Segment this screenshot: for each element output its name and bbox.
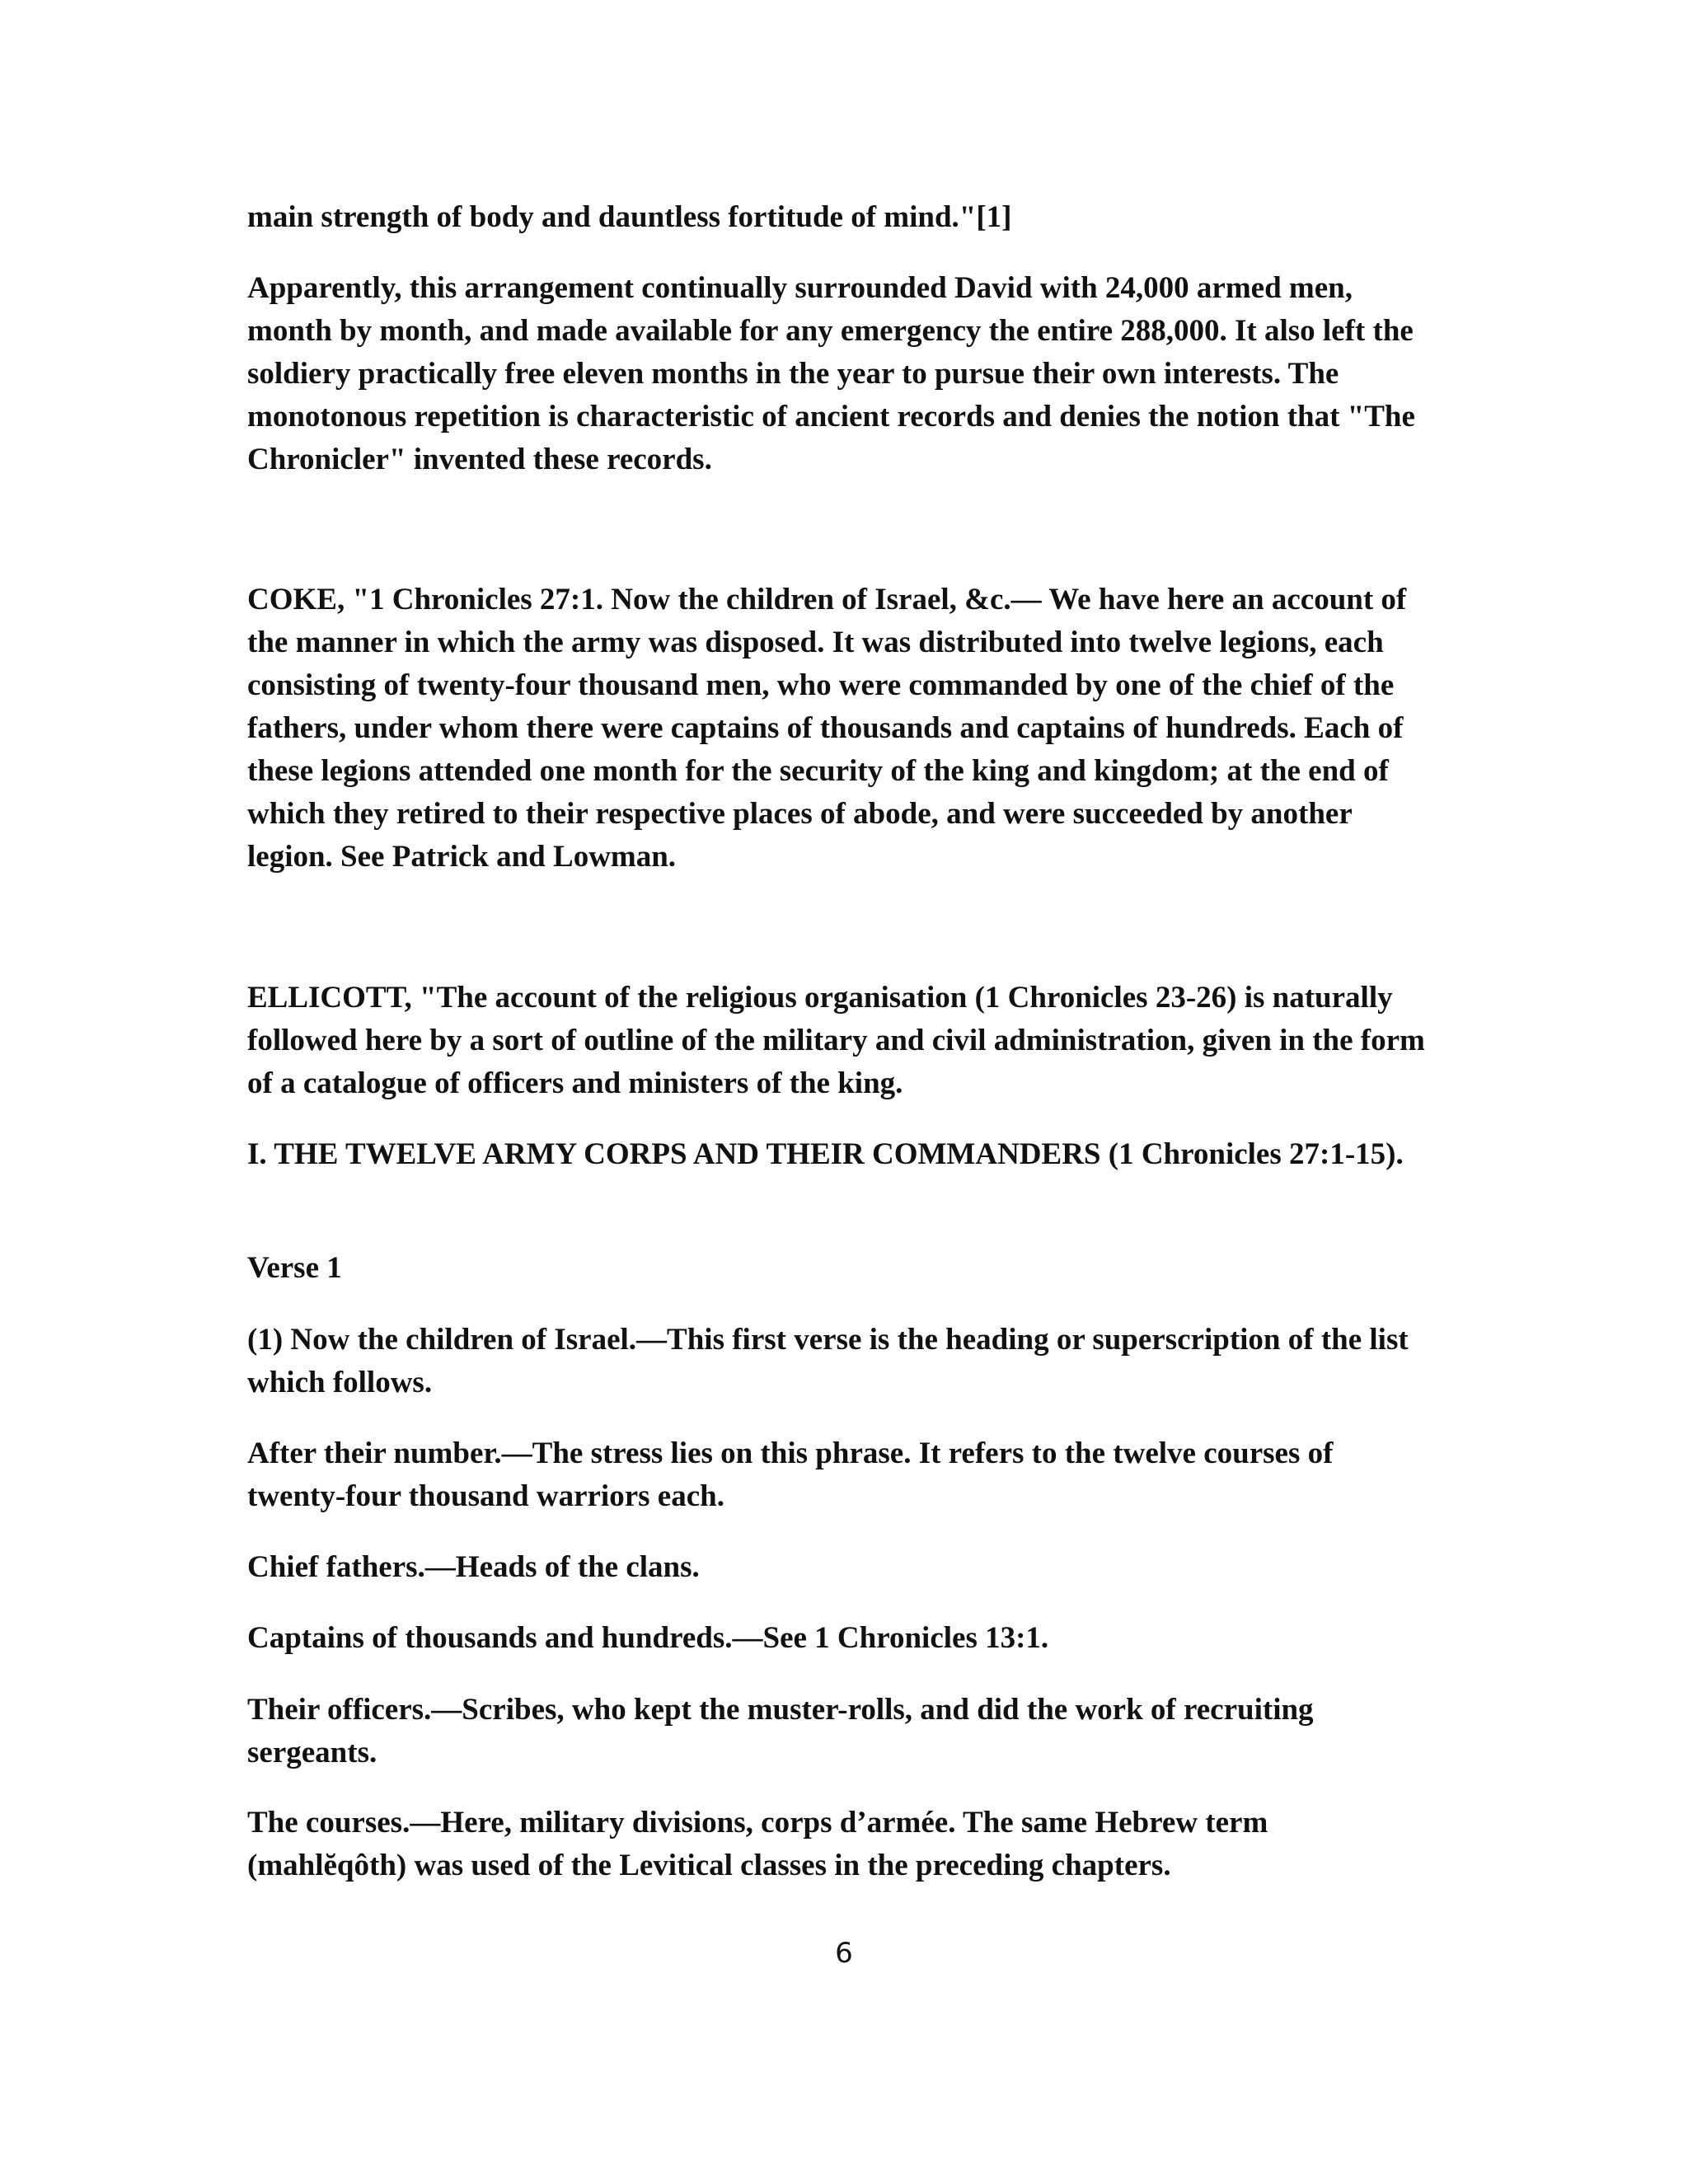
page-number: 6 [835, 1937, 853, 1970]
paragraph-their-officers: Their officers.—Scribes, who kept the muster-rolls, and did the work of recruiting sergeants. [247, 1693, 1314, 1769]
paragraph-the-courses: The courses.—Here, military divisions, corps d’armée. The same Hebrew term (mahlĕqôth) was used of the Levitical classes in the preceding chapters. [247, 1806, 1268, 1882]
paragraph-after-their-number: After their number.—The stress lies on this phrase. It refers to the twelve courses of twenty-four thousand warriors each. [247, 1436, 1334, 1513]
paragraph-coke: COKE, "1 Chronicles 27:1. Now the children of Israel, &c.— We have here an account of the manner in which the army was disposed. It was distributed into twelve legions, each consisting of twenty-four thousand men, who were commanded by one of the chief of the fathers, under whom there were captains of thousands and captains of hundreds. Each of these legions attended one month for the security of the king and kingdom; at the end of which they retired to their respective places of abode, and were succeeded by another legion. See Patrick and Lowman. [247, 583, 1407, 874]
paragraph-captains: Captains of thousands and hundreds.—See 1 Chronicles 13:1. [247, 1621, 1049, 1655]
section-heading: I. THE TWELVE ARMY CORPS AND THEIR COMMANDERS (1 Chronicles 27:1-15). [247, 1137, 1404, 1171]
verse-label: Verse 1 [247, 1251, 342, 1285]
paragraph-ellicott: ELLICOTT, "The account of the religious organisation (1 Chronicles 23-26) is naturally followed here by a sort of outline of the military and civil administration, given in the form of a catalogue of officers and ministers of the king. [247, 981, 1425, 1100]
paragraph-verse-1: (1) Now the children of Israel.—This first verse is the heading or superscription of the list which follows. [247, 1323, 1409, 1399]
paragraph-continuation: main strength of body and dauntless fortitude of mind."[1] [247, 200, 1012, 234]
paragraph-apparently: Apparently, this arrangement continually surrounded David with 24,000 armed men, month by month, and made available for any emergency the entire 288,000. It also left the soldiery practically free eleven months in the year to pursue their own interests. The monotonous repetition is characteristic of ancient records and denies the notion that "The Chronicler" invented these records. [247, 271, 1415, 476]
paragraph-chief-fathers: Chief fathers.—Heads of the clans. [247, 1550, 700, 1584]
